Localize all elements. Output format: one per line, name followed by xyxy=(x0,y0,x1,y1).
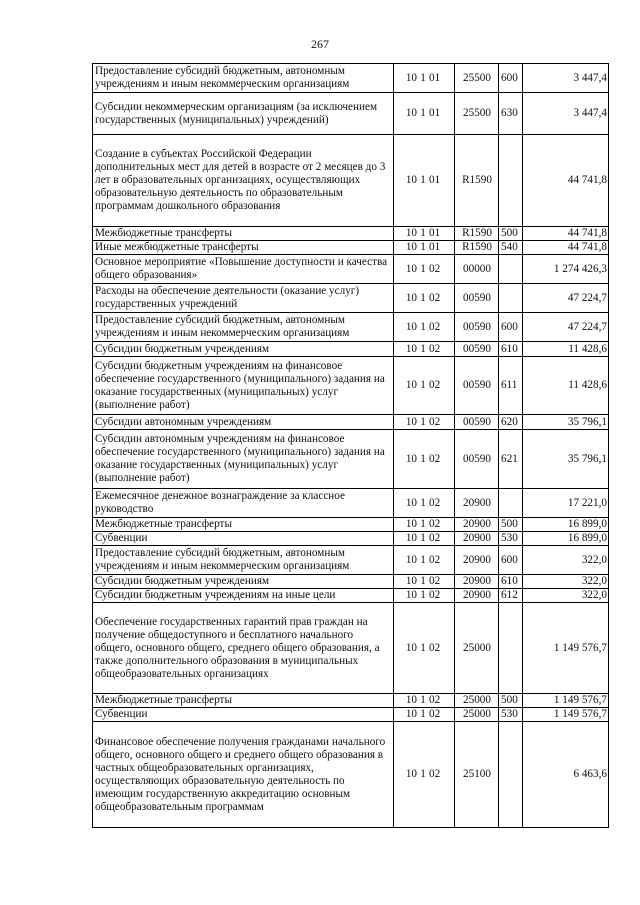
expense-type-code: 612 xyxy=(499,589,523,603)
code-part-1: 10 xyxy=(405,496,417,509)
expense-type-code: 600 xyxy=(499,313,523,342)
row-name: Расходы на обеспечение деятельности (оказание услуг) государственных учреждений xyxy=(93,284,394,313)
code-part-2: 1 xyxy=(420,241,426,253)
row-name: Финансовое обеспечение получения гражданами начального общего, основного общего и среднего общего образования в частных общеобразовательных организациях, осуществляющих образовательную деятельность по имеющим государственную аккредитацию основным общеобразовательным программам xyxy=(93,722,394,828)
section-code xyxy=(394,284,455,313)
code-part-3: 01 xyxy=(429,174,441,186)
target-code: 00590 xyxy=(455,284,499,313)
budget-table xyxy=(92,63,609,828)
amount: 3 447,4 xyxy=(523,93,609,135)
code-part-3: 02 xyxy=(429,694,441,706)
target-code: 25500 xyxy=(455,64,499,93)
amount: 16 899,0 xyxy=(523,532,609,546)
target-code: 00000 xyxy=(455,255,499,284)
table-row xyxy=(93,255,609,284)
code-part-1: 10 xyxy=(405,641,417,654)
code-part-2: 1 xyxy=(420,575,426,587)
code-part-2: 1 xyxy=(420,71,426,84)
row-name: Субвенции xyxy=(93,708,394,722)
code-part-2: 1 xyxy=(420,379,426,391)
target-code: R1590 xyxy=(455,227,499,241)
code-part-2: 1 xyxy=(420,694,426,706)
target-code: 00590 xyxy=(455,357,499,415)
amount: 47 224,7 xyxy=(523,284,609,313)
code-part-2: 1 xyxy=(420,291,426,304)
target-code: 20900 xyxy=(455,518,499,532)
code-part-1: 10 xyxy=(405,589,417,601)
row-name: Субсидии автономным учреждениям на финансовое обеспечение государственного (муниципального) задания на оказание государственных (муниципальных) услуг (выполнение работ) xyxy=(93,430,394,489)
row-name: Субсидии автономным учреждениям xyxy=(93,415,394,430)
code-part-2: 1 xyxy=(420,452,426,465)
row-name: Обеспечение государственных гарантий прав граждан на получение общедоступного и бесплатного начального общего, основного общего, среднего общего образования, а также дополнительного образования в муниципальных общеобразовательных организациях xyxy=(93,603,394,694)
row-name: Создание в субъектах Российской Федерации дополнительных мест для детей в возрасте от 2 месяцев до 3 лет в образовательных организациях, осуществляющих образовательную деятельность по образовательным программам дошкольного образования xyxy=(93,135,394,227)
table-row xyxy=(93,603,609,694)
expense-type-code: 611 xyxy=(499,357,523,415)
target-code: 20900 xyxy=(455,546,499,575)
row-name: Субсидии бюджетным учреждениям на финансовое обеспечение государственного (муниципального) задания на оказание государственных (муниципальных) услуг (выполнение работ) xyxy=(93,357,394,415)
row-name: Субсидии бюджетным учреждениям xyxy=(93,575,394,589)
code-part-2: 1 xyxy=(420,342,426,355)
code-part-1: 10 xyxy=(405,174,417,186)
row-name: Иные межбюджетные трансферты xyxy=(93,241,394,255)
target-code: 20900 xyxy=(455,532,499,546)
code-part-1: 10 xyxy=(405,71,417,84)
amount: 322,0 xyxy=(523,589,609,603)
code-part-1: 10 xyxy=(405,532,417,544)
section-code xyxy=(394,342,455,357)
section-code xyxy=(394,241,455,255)
amount: 1 274 426,3 xyxy=(523,255,609,284)
code-part-1: 10 xyxy=(405,241,417,253)
table-row xyxy=(93,135,609,227)
amount: 35 796,1 xyxy=(523,415,609,430)
code-part-2: 1 xyxy=(420,553,426,566)
code-part-1: 10 xyxy=(405,694,417,706)
code-part-2: 1 xyxy=(420,415,426,428)
expense-type-code: 610 xyxy=(499,342,523,357)
table-row xyxy=(93,430,609,489)
code-part-3: 02 xyxy=(429,518,441,530)
amount: 11 428,6 xyxy=(523,357,609,415)
code-part-3: 02 xyxy=(429,291,441,304)
target-code: 25000 xyxy=(455,603,499,694)
table-row xyxy=(93,241,609,255)
code-part-3: 02 xyxy=(429,553,441,566)
code-part-3: 02 xyxy=(429,641,441,654)
budget-table-body xyxy=(93,64,609,828)
row-name: Субсидии бюджетным учреждениям xyxy=(93,342,394,357)
expense-type-code: 500 xyxy=(499,518,523,532)
code-part-3: 01 xyxy=(429,227,441,239)
code-part-2: 1 xyxy=(420,708,426,720)
code-part-3: 01 xyxy=(429,71,441,84)
code-part-3: 02 xyxy=(429,415,441,428)
code-part-2: 1 xyxy=(420,262,426,275)
table-row xyxy=(93,64,609,93)
amount: 17 221,0 xyxy=(523,489,609,518)
amount: 44 741,8 xyxy=(523,227,609,241)
code-part-3: 02 xyxy=(429,532,441,544)
expense-type-code xyxy=(499,255,523,284)
code-part-2: 1 xyxy=(420,589,426,601)
table-row xyxy=(93,575,609,589)
expense-type-code: 530 xyxy=(499,532,523,546)
expense-type-code: 500 xyxy=(499,227,523,241)
target-code: 00590 xyxy=(455,342,499,357)
code-part-1: 10 xyxy=(405,262,417,275)
code-part-2: 1 xyxy=(420,768,426,780)
target-code: 20900 xyxy=(455,489,499,518)
amount: 47 224,7 xyxy=(523,313,609,342)
expense-type-code: 610 xyxy=(499,575,523,589)
row-name: Основное мероприятие «Повышение доступности и качества общего образования» xyxy=(93,255,394,284)
code-part-1: 10 xyxy=(405,379,417,391)
code-part-3: 02 xyxy=(429,379,441,391)
expense-type-code xyxy=(499,603,523,694)
expense-type-code xyxy=(499,489,523,518)
target-code: R1590 xyxy=(455,241,499,255)
amount: 11 428,6 xyxy=(523,342,609,357)
table-row xyxy=(93,546,609,575)
expense-type-code: 600 xyxy=(499,546,523,575)
target-code: 20900 xyxy=(455,575,499,589)
section-code xyxy=(394,722,455,828)
section-code xyxy=(394,255,455,284)
expense-type-code: 630 xyxy=(499,93,523,135)
table-row xyxy=(93,708,609,722)
code-part-1: 10 xyxy=(405,575,417,587)
amount: 1 149 576,7 xyxy=(523,708,609,722)
code-part-3: 01 xyxy=(429,107,441,119)
code-part-3: 02 xyxy=(429,589,441,601)
amount: 44 741,8 xyxy=(523,135,609,227)
amount: 1 149 576,7 xyxy=(523,603,609,694)
table-row xyxy=(93,532,609,546)
table-row xyxy=(93,357,609,415)
row-name: Предоставление субсидий бюджетным, автономным учреждениям и иным некоммерческим организациям xyxy=(93,546,394,575)
target-code: 00590 xyxy=(455,313,499,342)
code-part-1: 10 xyxy=(405,320,417,333)
section-code xyxy=(394,708,455,722)
table-row xyxy=(93,415,609,430)
row-name: Субсидии бюджетным учреждениям на иные цели xyxy=(93,589,394,603)
row-name: Предоставление субсидий бюджетным, автономным учреждениям и иным некоммерческим организациям xyxy=(93,313,394,342)
code-part-1: 10 xyxy=(405,342,417,355)
amount: 44 741,8 xyxy=(523,241,609,255)
target-code: 00590 xyxy=(455,430,499,489)
code-part-3: 01 xyxy=(429,241,441,253)
expense-type-code: 500 xyxy=(499,694,523,708)
section-code xyxy=(394,575,455,589)
table-row xyxy=(93,227,609,241)
row-name: Межбюджетные трансферты xyxy=(93,518,394,532)
code-part-1: 10 xyxy=(405,291,417,304)
section-code xyxy=(394,415,455,430)
code-part-2: 1 xyxy=(420,518,426,530)
row-name: Субсидии некоммерческим организациям (за исключением государственных (муниципальных) учреждений) xyxy=(93,93,394,135)
code-part-1: 10 xyxy=(405,107,417,119)
target-code: R1590 xyxy=(455,135,499,227)
amount: 1 149 576,7 xyxy=(523,694,609,708)
amount: 16 899,0 xyxy=(523,518,609,532)
amount: 3 447,4 xyxy=(523,64,609,93)
code-part-2: 1 xyxy=(420,320,426,333)
table-row xyxy=(93,518,609,532)
row-name: Межбюджетные трансферты xyxy=(93,227,394,241)
section-code xyxy=(394,64,455,93)
section-code xyxy=(394,589,455,603)
code-part-1: 10 xyxy=(405,415,417,428)
table-row xyxy=(93,694,609,708)
row-name: Ежемесячное денежное вознаграждение за классное руководство xyxy=(93,489,394,518)
target-code: 25000 xyxy=(455,694,499,708)
section-code xyxy=(394,357,455,415)
target-code: 25100 xyxy=(455,722,499,828)
code-part-3: 02 xyxy=(429,575,441,587)
code-part-3: 02 xyxy=(429,708,441,720)
row-name: Субвенции xyxy=(93,532,394,546)
code-part-1: 10 xyxy=(405,553,417,566)
target-code: 25000 xyxy=(455,708,499,722)
amount: 35 796,1 xyxy=(523,430,609,489)
section-code xyxy=(394,546,455,575)
section-code xyxy=(394,489,455,518)
section-code xyxy=(394,135,455,227)
expense-type-code: 600 xyxy=(499,64,523,93)
amount: 6 463,6 xyxy=(523,722,609,828)
code-part-1: 10 xyxy=(405,452,417,465)
table-row xyxy=(93,93,609,135)
code-part-1: 10 xyxy=(405,518,417,530)
table-row xyxy=(93,284,609,313)
section-code xyxy=(394,430,455,489)
target-code: 20900 xyxy=(455,589,499,603)
code-part-1: 10 xyxy=(405,768,417,780)
row-name: Межбюджетные трансферты xyxy=(93,694,394,708)
code-part-2: 1 xyxy=(420,496,426,509)
expense-type-code: 540 xyxy=(499,241,523,255)
table-row xyxy=(93,313,609,342)
expense-type-code: 621 xyxy=(499,430,523,489)
section-code xyxy=(394,518,455,532)
code-part-3: 02 xyxy=(429,342,441,355)
page-number: 267 xyxy=(311,37,329,51)
code-part-3: 02 xyxy=(429,496,441,509)
expense-type-code xyxy=(499,284,523,313)
expense-type-code xyxy=(499,722,523,828)
section-code xyxy=(394,532,455,546)
code-part-1: 10 xyxy=(405,708,417,720)
code-part-2: 1 xyxy=(420,174,426,186)
target-code: 00590 xyxy=(455,415,499,430)
section-code xyxy=(394,227,455,241)
section-code xyxy=(394,313,455,342)
code-part-3: 02 xyxy=(429,768,441,780)
table-row xyxy=(93,589,609,603)
section-code xyxy=(394,694,455,708)
amount: 322,0 xyxy=(523,575,609,589)
code-part-3: 02 xyxy=(429,262,441,275)
code-part-1: 10 xyxy=(405,227,417,239)
expense-type-code xyxy=(499,135,523,227)
code-part-3: 02 xyxy=(429,320,441,333)
code-part-2: 1 xyxy=(420,641,426,654)
amount: 322,0 xyxy=(523,546,609,575)
code-part-2: 1 xyxy=(420,227,426,239)
target-code: 25500 xyxy=(455,93,499,135)
code-part-2: 1 xyxy=(420,532,426,544)
code-part-2: 1 xyxy=(420,107,426,119)
table-row xyxy=(93,722,609,828)
code-part-3: 02 xyxy=(429,452,441,465)
expense-type-code: 620 xyxy=(499,415,523,430)
table-row xyxy=(93,342,609,357)
table-row xyxy=(93,489,609,518)
section-code xyxy=(394,93,455,135)
section-code xyxy=(394,603,455,694)
expense-type-code: 530 xyxy=(499,708,523,722)
row-name: Предоставление субсидий бюджетным, автономным учреждениям и иным некоммерческим организациям xyxy=(93,64,394,93)
